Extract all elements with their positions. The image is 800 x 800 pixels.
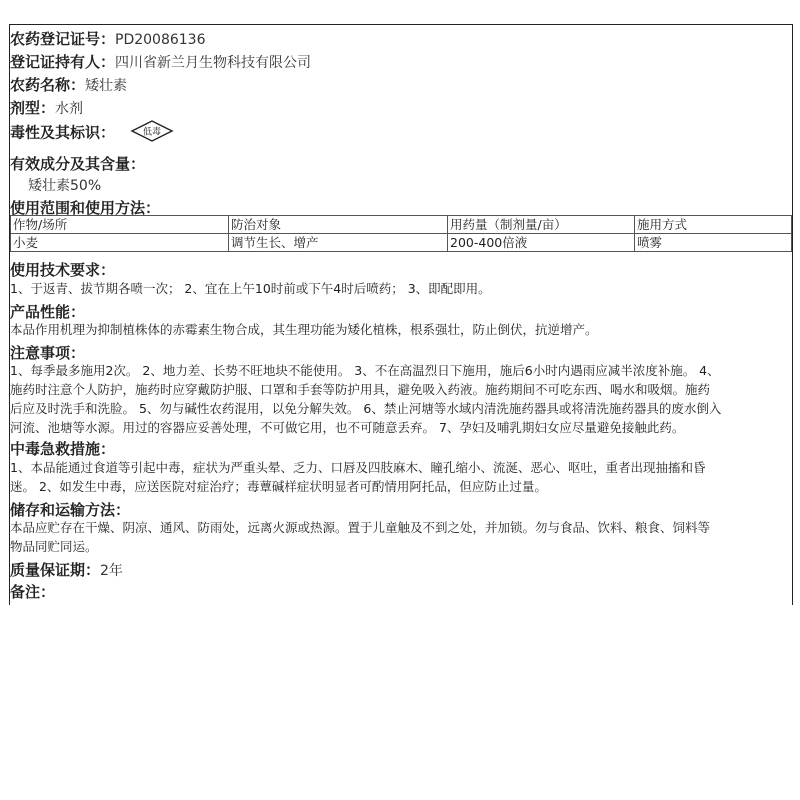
- performance-text: 本品作用机理为抑制植株体的赤霉素生物合成，其生理功能为矮化植株，根系强壮，防止倒伏，抗逆增产。: [10, 322, 598, 337]
- storage-text: [10, 518, 790, 556]
- precautions-heading: 注意事项：: [10, 344, 86, 362]
- cell-target: 调节生长、增产: [229, 234, 448, 252]
- name-label: 农药名称：: [10, 76, 86, 94]
- shelf-life-row: [10, 559, 123, 580]
- usage-table: [10, 215, 792, 252]
- cell-method: 喷雾: [635, 234, 792, 252]
- usage-heading: 使用范围和使用方法：: [10, 199, 161, 217]
- holder-label: 登记证持有人：: [10, 53, 116, 71]
- precautions-line: 1、每季最多施用2次。 2、地力差、长势不旺地块不能使用。 3、不在高温烈日下施用，施后6小时内遇雨应减半浓度补施。 4、: [10, 363, 720, 378]
- toxicity-badge-text: 低毒: [143, 127, 162, 138]
- storage-line: 本品应贮存在干燥、阴凉、通风、防雨处，远离火源或热源。置于儿童触及不到之处，并加锁。勿与食品、饮料、粮食、饲料等: [10, 520, 711, 535]
- precautions-line: 河流、池塘等水源。用过的容器应妥善处理，不可做它用，也不可随意丢弃。 7、孕妇及哺乳期妇女应尽量避免接触此药。: [10, 420, 685, 435]
- holder-value: 四川省新兰月生物科技有限公司: [115, 55, 312, 71]
- low-toxicity-diamond-icon: [130, 119, 174, 147]
- registration-label: 农药登记证号：: [10, 30, 116, 48]
- name-value: 矮壮素: [85, 78, 128, 94]
- ingredients-label: 有效成分及其含量：: [10, 155, 146, 173]
- toxicity-label: 毒性及其标识：: [10, 123, 116, 142]
- remarks-heading: 备注：: [10, 583, 56, 601]
- first-aid-heading: 中毒急救措施：: [10, 440, 116, 458]
- storage-line: 物品同贮同运。: [10, 539, 98, 554]
- storage-heading: 储存和运输方法：: [10, 501, 131, 519]
- precautions-line: 后应及时洗手和洗脸。 5、勿与碱性农药混用，以免分解失效。 6、禁止河塘等水域内清洗施药器具或将清洗施药器具的废水倒入: [10, 401, 722, 416]
- toxicity-row: [10, 119, 174, 147]
- ingredients-value: 矮壮素50%: [28, 178, 102, 194]
- header-crop: 作物/场所: [11, 216, 229, 234]
- technical-text: 1、于返青、拔节期各喷一次； 2、宜在上午10时前或下午4时后喷药； 3、即配即用。: [10, 281, 491, 296]
- label-document: [9, 24, 793, 605]
- ingredients-row: [10, 153, 145, 174]
- header-method: 施用方式: [635, 216, 792, 234]
- registration-row: [10, 28, 206, 49]
- formulation-value: 水剂: [55, 101, 84, 117]
- table-row: [11, 234, 792, 252]
- name-row: [10, 74, 127, 95]
- formulation-row: [10, 97, 83, 118]
- cell-crop: 小麦: [11, 234, 229, 252]
- shelf-life-value: 2年: [100, 563, 123, 579]
- performance-heading: 产品性能：: [10, 303, 86, 321]
- first-aid-text: [10, 458, 790, 496]
- precautions-text: [10, 361, 790, 437]
- usage-table-header: [11, 216, 792, 234]
- holder-row: [10, 51, 311, 72]
- technical-heading: 使用技术要求：: [10, 261, 116, 279]
- first-aid-line: 1、本品能通过食道等引起中毒，症状为严重头晕、乏力、口唇及四肢麻木、瞳孔缩小、流涎、恶心、呕吐，重者出现抽搐和昏: [10, 460, 706, 475]
- shelf-life-label: 质量保证期：: [10, 561, 101, 579]
- formulation-label: 剂型：: [10, 99, 56, 117]
- registration-value: PD20086136: [115, 32, 206, 48]
- cell-dosage: 200-400倍液: [448, 234, 635, 252]
- first-aid-line: 迷。 2、如发生中毒，应送医院对症治疗；毒蕈碱样症状明显者可酌情用阿托品，但应防止过量。: [10, 479, 547, 494]
- header-dosage: 用药量（制剂量/亩）: [448, 216, 635, 234]
- header-target: 防治对象: [229, 216, 448, 234]
- precautions-line: 施药时注意个人防护，施药时应穿戴防护服、口罩和手套等防护用具，避免吸入药液。施药期间不可吃东西、喝水和吸烟。施药: [10, 382, 711, 397]
